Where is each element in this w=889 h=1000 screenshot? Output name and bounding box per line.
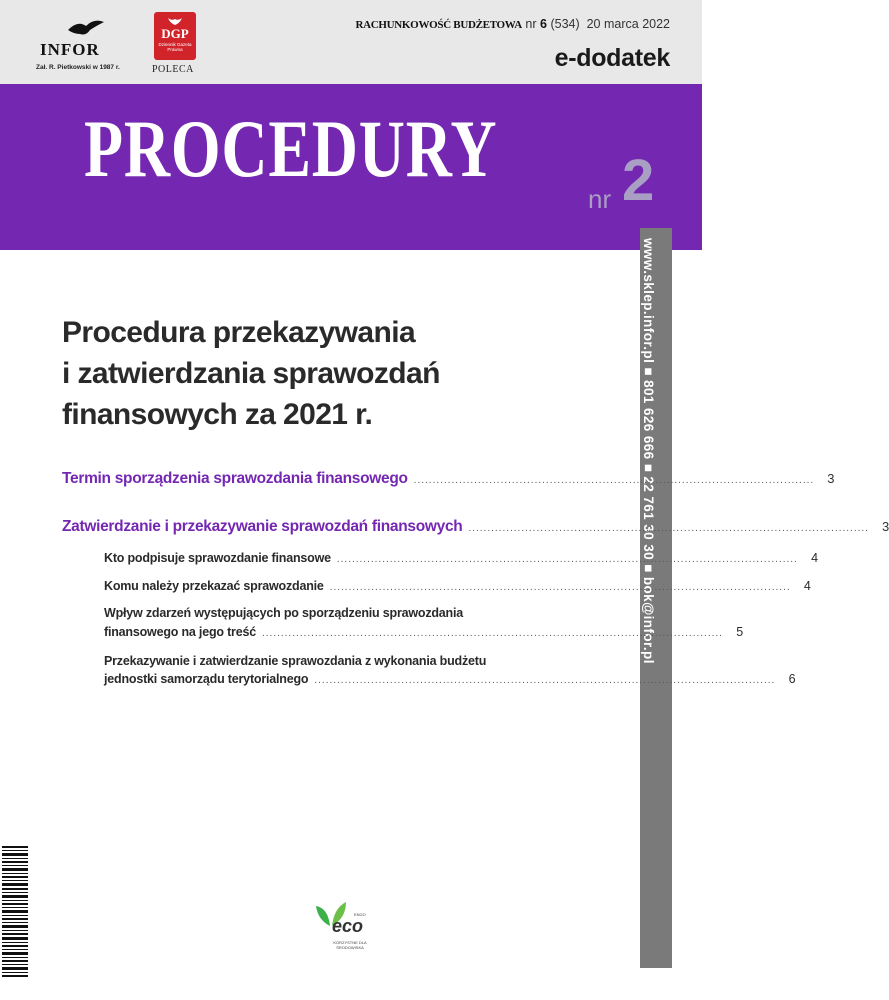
toc-leader: .......................................................................................................................... xyxy=(261,628,723,639)
toc-leader: .......................................................................................................................... xyxy=(314,675,776,686)
toc-page-number: 4 xyxy=(803,579,811,593)
barcode-icon xyxy=(0,844,30,980)
toc-leader: .......................................................................................................... xyxy=(468,523,869,534)
publication-name: RACHUNKOWOŚĆ BUDŻETOWA xyxy=(355,19,522,31)
infor-logo-subtext: Zał. R. Pietkowski w 1987 r. xyxy=(36,64,120,71)
publication-info xyxy=(355,17,670,31)
toc-subsection[interactable] xyxy=(104,625,743,639)
eagle-icon xyxy=(167,15,183,26)
eco-logo-text: eco xyxy=(332,916,364,936)
toc-subsection[interactable] xyxy=(104,579,811,593)
toc-leader: .......................................................................................................................... xyxy=(336,554,798,565)
main-heading-line: finansowych za 2021 r. xyxy=(62,398,373,431)
dgp-logo-box xyxy=(154,12,196,60)
toc-page-number: 3 xyxy=(827,471,835,486)
toc-subsection-title: finansowego na jego treść xyxy=(104,625,256,639)
toc-subsection-title-line1[interactable]: Wpływ zdarzeń występujących po sporządzeniu sprawozdania xyxy=(104,606,464,620)
toc-subsection-title: Kto podpisuje sprawozdanie finansowe xyxy=(104,551,331,565)
bird-icon xyxy=(66,16,106,40)
toc-section[interactable] xyxy=(62,518,889,536)
contact-text: www.sklep.infor.pl ■ 801 626 666 ■ 22 761 30 30 ■ bok@infor.pl xyxy=(641,238,656,664)
toc-subsection[interactable] xyxy=(104,551,818,565)
banner-nr-value: 2 xyxy=(622,148,655,213)
infor-logo-text: INFOR xyxy=(40,40,100,59)
toc-section-title: Zatwierdzanie i przekazywanie sprawozdań finansowych xyxy=(62,518,463,535)
main-heading-line: Procedura przekazywania xyxy=(62,316,416,349)
dgp-poleca: POLECA xyxy=(152,64,194,75)
main-heading-line: i zatwierdzania sprawozdań xyxy=(62,357,440,390)
toc-subsection-title: jednostki samorządu terytorialnego xyxy=(104,672,309,686)
toc-page-number: 5 xyxy=(736,625,743,639)
toc-page-number: 3 xyxy=(882,519,889,534)
toc-subsection-title-line1[interactable]: Przekazywanie i zatwierdzanie sprawozdania z wykonania budżetu xyxy=(104,654,487,668)
toc-section-title: Termin sporządzenia sprawozdania finansowego xyxy=(62,470,408,487)
issue-prefix: nr xyxy=(525,17,537,31)
banner-title: PROCEDURY xyxy=(84,103,498,194)
dgp-logo-text: DGP xyxy=(161,26,189,41)
toc-subsection-title: Komu należy przekazać sprawozdanie xyxy=(104,579,324,593)
toc-page-number: 6 xyxy=(788,672,796,686)
toc-leader: .......................................................................................................................... xyxy=(329,582,791,593)
dgp-logo-subtext: Dziennik Gazeta Prawna xyxy=(158,42,192,52)
banner-nr-label: nr xyxy=(588,184,612,214)
eco-logo-subtext: KORZYSTNE DLA ŚRODOWISKA xyxy=(333,940,367,950)
toc-section[interactable] xyxy=(62,470,835,488)
eco-small-label: ENGO xyxy=(354,912,366,917)
main-heading xyxy=(62,312,440,435)
toc-page-number: 4 xyxy=(811,551,818,565)
issue-number: 6 xyxy=(540,17,547,31)
eco-logo xyxy=(314,898,378,962)
dgp-logo xyxy=(150,12,204,78)
issue-total: (534) xyxy=(550,17,580,31)
issue-date: 20 marca 2022 xyxy=(586,17,670,31)
toc-subsection[interactable] xyxy=(104,672,796,686)
toc-leader: .......................................................................................................... xyxy=(413,475,815,486)
supplement-label: e-dodatek xyxy=(554,44,670,72)
infor-logo xyxy=(36,14,132,78)
